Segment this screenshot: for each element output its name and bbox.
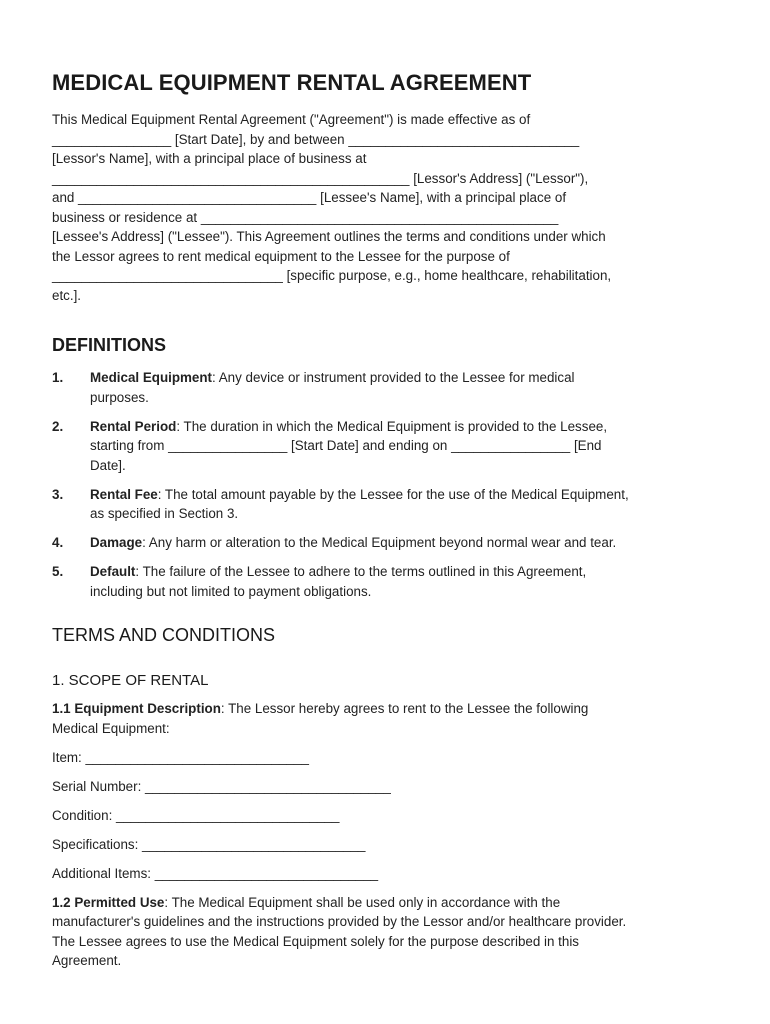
definition-text: including but not limited to payment obligations. — [90, 583, 372, 599]
intro-line: This Medical Equipment Rental Agreement ("Agreement") is made effective as of — [52, 112, 531, 127]
definition-term: Medical Equipment — [90, 370, 213, 385]
intro-line: ________________________________________________ [Lessor's Address] ("Lessor"), — [52, 170, 589, 186]
intro-paragraph — [52, 110, 722, 305]
definition-term: Rental Period — [90, 418, 177, 434]
definitions-heading: DEFINITIONS — [52, 335, 167, 355]
definition-number: 3. — [52, 486, 64, 502]
field-condition: Condition: ______________________________ — [52, 807, 340, 823]
terms-heading: TERMS AND CONDITIONS — [52, 625, 276, 645]
definition-item — [52, 533, 722, 553]
definition-term: Damage — [90, 535, 143, 550]
clause-label: 1.2 Permitted Use — [52, 894, 165, 910]
definition-number: 5. — [52, 564, 64, 579]
definition-term: Rental Fee — [90, 486, 158, 502]
definition-item — [52, 417, 722, 476]
intro-line: business or residence at ________________________________________________ — [52, 209, 559, 225]
intro-line: _______________________________ [specific purpose, e.g., home healthcare, rehabilitation, — [52, 268, 612, 283]
definition-text: : Any device or instrument provided to the Lessee for medical — [212, 370, 575, 385]
equipment-description — [52, 699, 722, 738]
clause-text: Medical Equipment: — [52, 720, 170, 736]
field-additional-items: Additional Items: ______________________________ — [52, 865, 379, 881]
permitted-use — [52, 893, 722, 971]
definition-text: : The duration in which the Medical Equipment is provided to the Lessee, — [176, 418, 608, 434]
definition-number: 1. — [52, 370, 64, 385]
intro-line: [Lessee's Address] ("Lessee"). This Agreement outlines the terms and conditions under which — [52, 229, 606, 244]
document-title: MEDICAL EQUIPMENT RENTAL AGREEMENT — [52, 70, 532, 95]
clause-text: : The Medical Equipment shall be used only in accordance with the — [164, 894, 561, 910]
field-serial-number: Serial Number: _________________________________ — [52, 778, 391, 794]
definition-term: Default — [90, 564, 136, 579]
definition-text: as specified in Section 3. — [90, 506, 239, 521]
definition-item — [52, 485, 722, 524]
intro-line: ________________ [Start Date], by and between _______________________________ — [52, 131, 580, 147]
field-item: Item: ______________________________ — [52, 749, 309, 765]
definition-text: purposes. — [90, 389, 149, 405]
clause-text: : The Lessor hereby agrees to rent to the Lessee the following — [220, 701, 589, 716]
definition-number: 2. — [52, 418, 64, 434]
definition-item — [52, 368, 722, 407]
section-heading-scope: 1. SCOPE OF RENTAL — [52, 672, 209, 689]
clause-label: 1.1 Equipment Description — [52, 701, 221, 716]
definition-text: : The failure of the Lessee to adhere to the terms outlined in this Agreement, — [135, 564, 587, 579]
field-specifications: Specifications: ______________________________ — [52, 836, 366, 852]
document-page — [52, 70, 722, 980]
definition-text: : The total amount payable by the Lessee for the use of the Medical Equipment, — [157, 486, 629, 502]
clause-text: The Lessee agrees to use the Medical Equipment solely for the purpose described in this — [52, 933, 580, 949]
intro-line: [Lessor's Name], with a principal place of business at — [52, 151, 367, 166]
definition-text: Date]. — [90, 457, 126, 473]
definitions-list — [52, 368, 722, 601]
definition-item — [52, 562, 722, 601]
definition-number: 4. — [52, 535, 64, 550]
clause-text: Agreement. — [52, 953, 122, 968]
intro-line: and ________________________________ [Lessee's Name], with a principal place of — [52, 190, 567, 205]
intro-line: the Lessor agrees to rent medical equipment to the Lessee for the purpose of — [52, 248, 510, 264]
definition-text: starting from ________________ [Start Date] and ending on ________________ [End — [90, 438, 602, 453]
clause-text: manufacturer's guidelines and the instructions provided by the Lessor and/or healthcare provider. — [52, 914, 627, 929]
definition-text: : Any harm or alteration to the Medical Equipment beyond normal wear and tear. — [142, 535, 617, 550]
intro-line: etc.]. — [52, 287, 82, 303]
